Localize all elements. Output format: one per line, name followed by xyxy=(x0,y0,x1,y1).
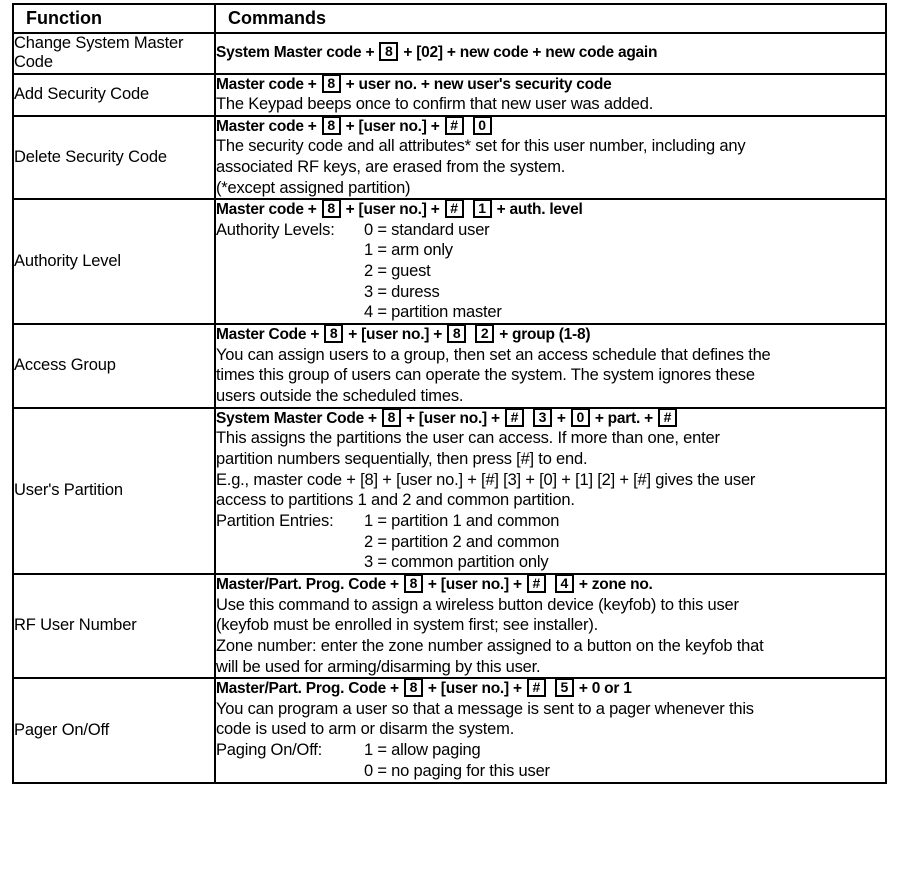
keypad-key-hash: # xyxy=(445,116,464,135)
function-cell: Access Group xyxy=(13,324,215,408)
command-syntax: Master code + 8 + [user no.] + # 0 xyxy=(216,117,885,136)
command-syntax: Master code + 8 + [user no.] + # 1 + auth. level xyxy=(216,200,583,219)
legend-entry: 4 = partition master xyxy=(364,303,502,322)
description-line: The Keypad beeps once to confirm that new user was added. xyxy=(216,94,654,113)
legend-entry: 1 = partition 1 and common xyxy=(364,511,560,530)
description-line: (keyfob must be enrolled in system first; see installer). xyxy=(216,616,598,635)
description-line: partition numbers sequentially, then press [#] to end. xyxy=(216,449,588,468)
function-cell: RF User Number xyxy=(13,574,215,678)
command-syntax: System Master code + 8 + [02] + new code + new code again xyxy=(216,43,658,62)
keypad-key-hash: # xyxy=(527,574,546,593)
table-row xyxy=(13,408,886,574)
function-cell: Delete Security Code xyxy=(13,116,215,200)
description-line: (*except assigned partition) xyxy=(216,178,411,197)
description-line: Zone number: enter the zone number assigned to a button on the keyfob that xyxy=(216,636,764,655)
column-header-commands: Commands xyxy=(215,4,886,33)
command-syntax: Master/Part. Prog. Code + 8 + [user no.] + # 4 + zone no. xyxy=(216,575,653,594)
commands-cell xyxy=(215,324,886,408)
description-line: times this group of users can operate the system. The system ignores these xyxy=(216,366,755,385)
legend-label: Paging On/Off: xyxy=(216,741,323,760)
command-syntax: Master Code + 8 + [user no.] + 8 2 + group (1-8) xyxy=(216,325,591,344)
legend-row xyxy=(216,511,885,532)
description-line: associated RF keys, are erased from the system. xyxy=(216,157,566,176)
commands-cell xyxy=(215,199,886,324)
keypad-key-hash: # xyxy=(505,408,524,427)
description-line: will be used for arming/disarming by this user. xyxy=(216,657,541,676)
keypad-key-hash: # xyxy=(445,199,464,218)
keypad-key-0: 0 xyxy=(571,408,590,427)
legend-entry: 0 = standard user xyxy=(364,220,490,239)
legend-row xyxy=(216,240,885,261)
legend-row xyxy=(216,282,885,303)
description-line: E.g., master code + [8] + [user no.] + [#] [3] + [0] + [1] [2] + [#] gives the user xyxy=(216,470,756,489)
legend-entry: 2 = partition 2 and common xyxy=(364,532,560,551)
command-syntax: Master code + 8 + user no. + new user's security code xyxy=(216,74,612,93)
commands-cell xyxy=(215,574,886,678)
description-line: access to partitions 1 and 2 and common partition. xyxy=(216,491,575,510)
legend-entry: 2 = guest xyxy=(364,262,431,281)
column-header-function: Function xyxy=(13,4,215,33)
keypad-key-4: 4 xyxy=(555,574,574,593)
keypad-key-8: 8 xyxy=(447,324,466,343)
legend-row xyxy=(216,761,885,782)
description-line: You can assign users to a group, then set an access schedule that defines the xyxy=(216,345,771,364)
legend-row xyxy=(216,220,885,241)
table-row xyxy=(13,74,886,116)
description-line: code is used to arm or disarm the system. xyxy=(216,720,515,739)
keypad-key-2: 2 xyxy=(475,324,494,343)
command-syntax: Master/Part. Prog. Code + 8 + [user no.] + # 5 + 0 or 1 xyxy=(216,679,632,698)
legend-entry: 3 = duress xyxy=(364,282,440,301)
description-line: users outside the scheduled times. xyxy=(216,387,464,405)
function-cell: Change System Master Code xyxy=(13,33,215,74)
description-line: Use this command to assign a wireless button device (keyfob) to this user xyxy=(216,595,739,614)
legend-row xyxy=(216,552,885,573)
keypad-key-8: 8 xyxy=(324,324,343,343)
description-line: You can program a user so that a message is sent to a pager whenever this xyxy=(216,699,754,718)
keypad-key-hash: # xyxy=(527,678,546,697)
keypad-key-8: 8 xyxy=(322,199,341,218)
legend-entry: 0 = no paging for this user xyxy=(364,761,550,780)
value-legend xyxy=(216,740,885,781)
function-cell: Add Security Code xyxy=(13,74,215,116)
keypad-key-3: 3 xyxy=(533,408,552,427)
keypad-key-8: 8 xyxy=(322,116,341,135)
commands-cell xyxy=(215,678,886,782)
table-row xyxy=(13,116,886,200)
commands-cell xyxy=(215,116,886,200)
table-row xyxy=(13,199,886,324)
command-syntax: System Master Code + 8 + [user no.] + # 3 + 0 + part. + # xyxy=(216,409,885,428)
table-row xyxy=(13,678,886,782)
keypad-key-8: 8 xyxy=(379,42,398,61)
description-line: The security code and all attributes* set for this user number, including any xyxy=(216,137,746,156)
function-cell: Pager On/Off xyxy=(13,678,215,782)
commands-cell xyxy=(215,408,886,574)
table-row xyxy=(13,574,886,678)
function-cell: Authority Level xyxy=(13,199,215,324)
keypad-key-8: 8 xyxy=(322,74,341,93)
table-body xyxy=(13,33,886,783)
commands-cell xyxy=(215,74,886,116)
user-command-table xyxy=(12,3,887,784)
keypad-key-8: 8 xyxy=(382,408,401,427)
table-row xyxy=(13,324,886,408)
legend-entry: 3 = common partition only xyxy=(364,553,549,572)
table-row xyxy=(13,33,886,74)
keypad-key-1: 1 xyxy=(473,199,492,218)
keypad-key-8: 8 xyxy=(404,574,423,593)
keypad-key-5: 5 xyxy=(555,678,574,697)
legend-entry: 1 = arm only xyxy=(364,241,453,260)
legend-row xyxy=(216,532,885,553)
keypad-key-8: 8 xyxy=(404,678,423,697)
legend-row xyxy=(216,740,885,761)
keypad-key-0: 0 xyxy=(473,116,492,135)
keypad-key-hash: # xyxy=(658,408,677,427)
legend-label: Partition Entries: xyxy=(216,511,334,530)
table-header-row xyxy=(13,4,886,33)
legend-row xyxy=(216,261,885,282)
value-legend xyxy=(216,220,885,324)
description-line: This assigns the partitions the user can access. If more than one, enter xyxy=(216,429,720,448)
commands-cell xyxy=(215,33,886,74)
legend-label: Authority Levels: xyxy=(216,220,335,239)
function-cell: User's Partition xyxy=(13,408,215,574)
legend-row xyxy=(216,302,885,323)
legend-entry: 1 = allow paging xyxy=(364,741,481,760)
value-legend xyxy=(216,511,885,573)
